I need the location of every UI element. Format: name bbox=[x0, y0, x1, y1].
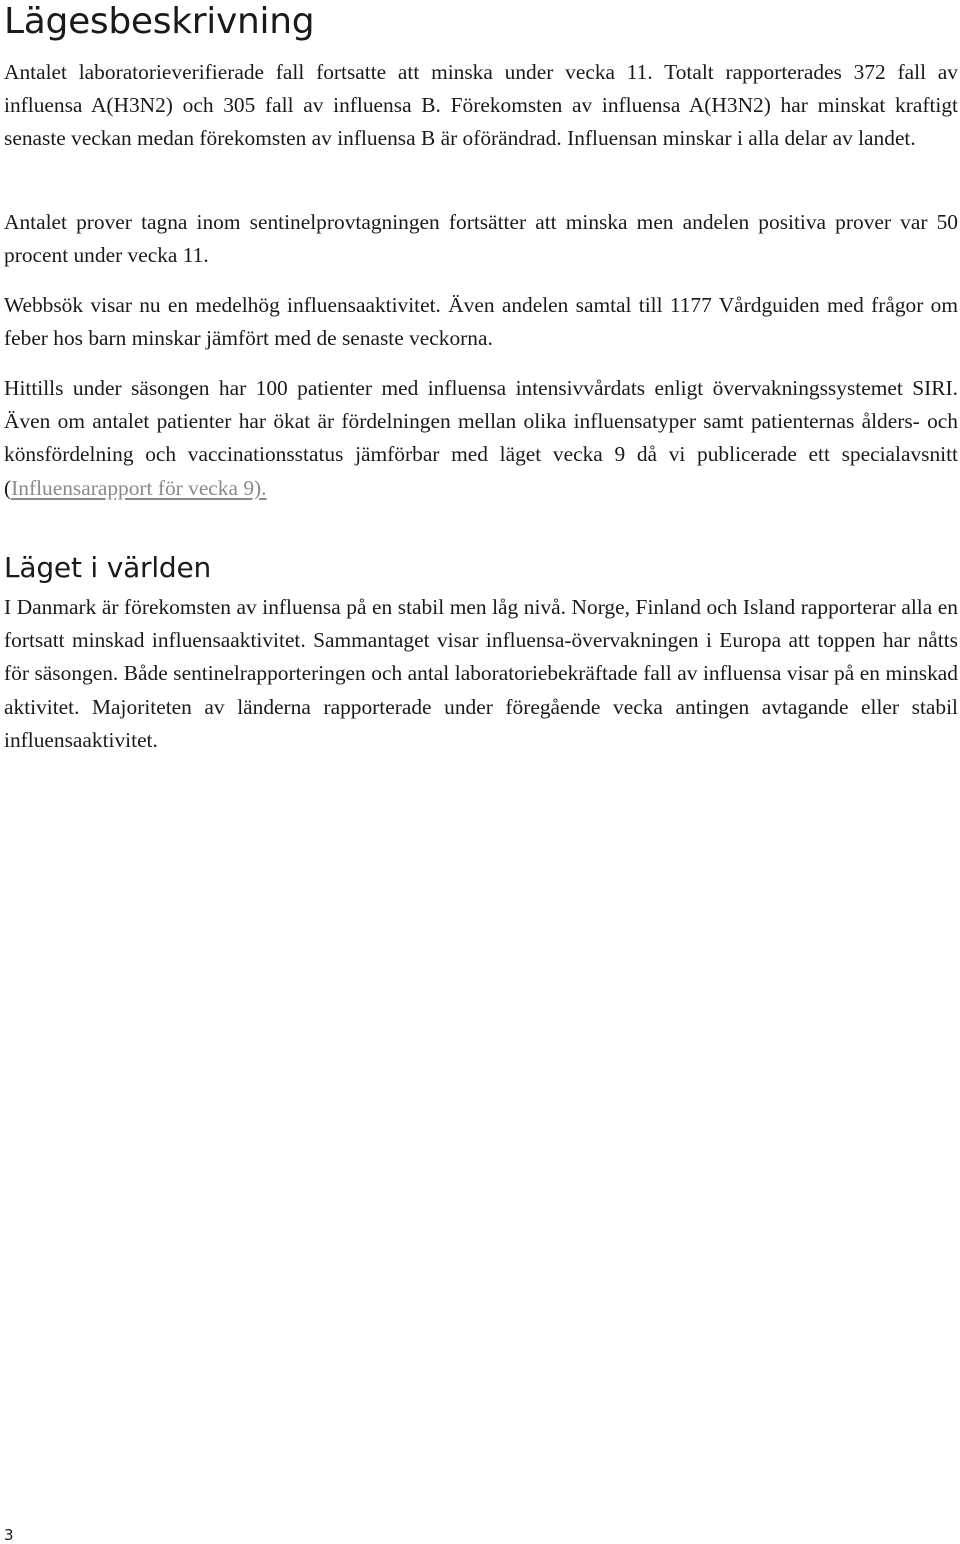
link-influensarapport-vecka-9[interactable]: Influensarapport för vecka 9). bbox=[11, 475, 267, 500]
paragraph-lab-verified-cases: Antalet laboratorieverifierade fall fortsatte att minska under vecka 11. Totalt rapporterades 372 fall av influensa A(H3N2) och 305 fall av influensa B. Förekomsten av influensa A(H3N2) har minskat kraftigt senaste veckan medan förekomsten av influensa B är oförändrad. Influensan minskar i alla delar av landet. bbox=[4, 60, 958, 151]
paragraph-world-situation: I Danmark är förekomsten av influensa på en stabil men låg nivå. Norge, Finland och Island rapporterar alla en fortsatt minskad influensaaktivitet. Sammantaget visar influensa-övervakningen i Europa att toppen har nåtts för säsongen. Både sentinelrapporteringen och antal laboratoriebekräftade fall av influensa visar på en minskad aktivitet. Majoriteten av länderna rapporterade under föregående vecka antingen avtagande eller stabil influensaaktivitet. bbox=[4, 595, 958, 752]
paragraph-web-search: Webbsök visar nu en medelhög influensaaktivitet. Även andelen samtal till 1177 Vårdguiden med frågor om feber hos barn minskar jämfört med de senaste veckorna. bbox=[4, 293, 958, 351]
section-heading-lagesbeskrivning: Lägesbeskrivning bbox=[4, 1, 315, 42]
paragraph-intensive-care bbox=[4, 372, 958, 505]
paragraph-intensive-care-text: Hittills under säsongen har 100 patienter med influensa intensivvårdats enligt övervakningssystemet SIRI. Även om antalet patienter har ökat är fördelningen mellan olika influensatyper samt patienternas ålders- och könsfördelning och vaccinationsstatus jämförbar med läget vecka 9 då vi publicerade ett specialavsnitt ( bbox=[4, 376, 958, 500]
paragraph-sentinel-samples: Antalet prover tagna inom sentinelprovtagningen fortsätter att minska men andelen positiva prover var 50 procent under vecka 11. bbox=[4, 210, 958, 268]
section-heading-laget-i-varlden: Läget i världen bbox=[4, 551, 212, 584]
page-number: 3 bbox=[4, 1526, 14, 1544]
